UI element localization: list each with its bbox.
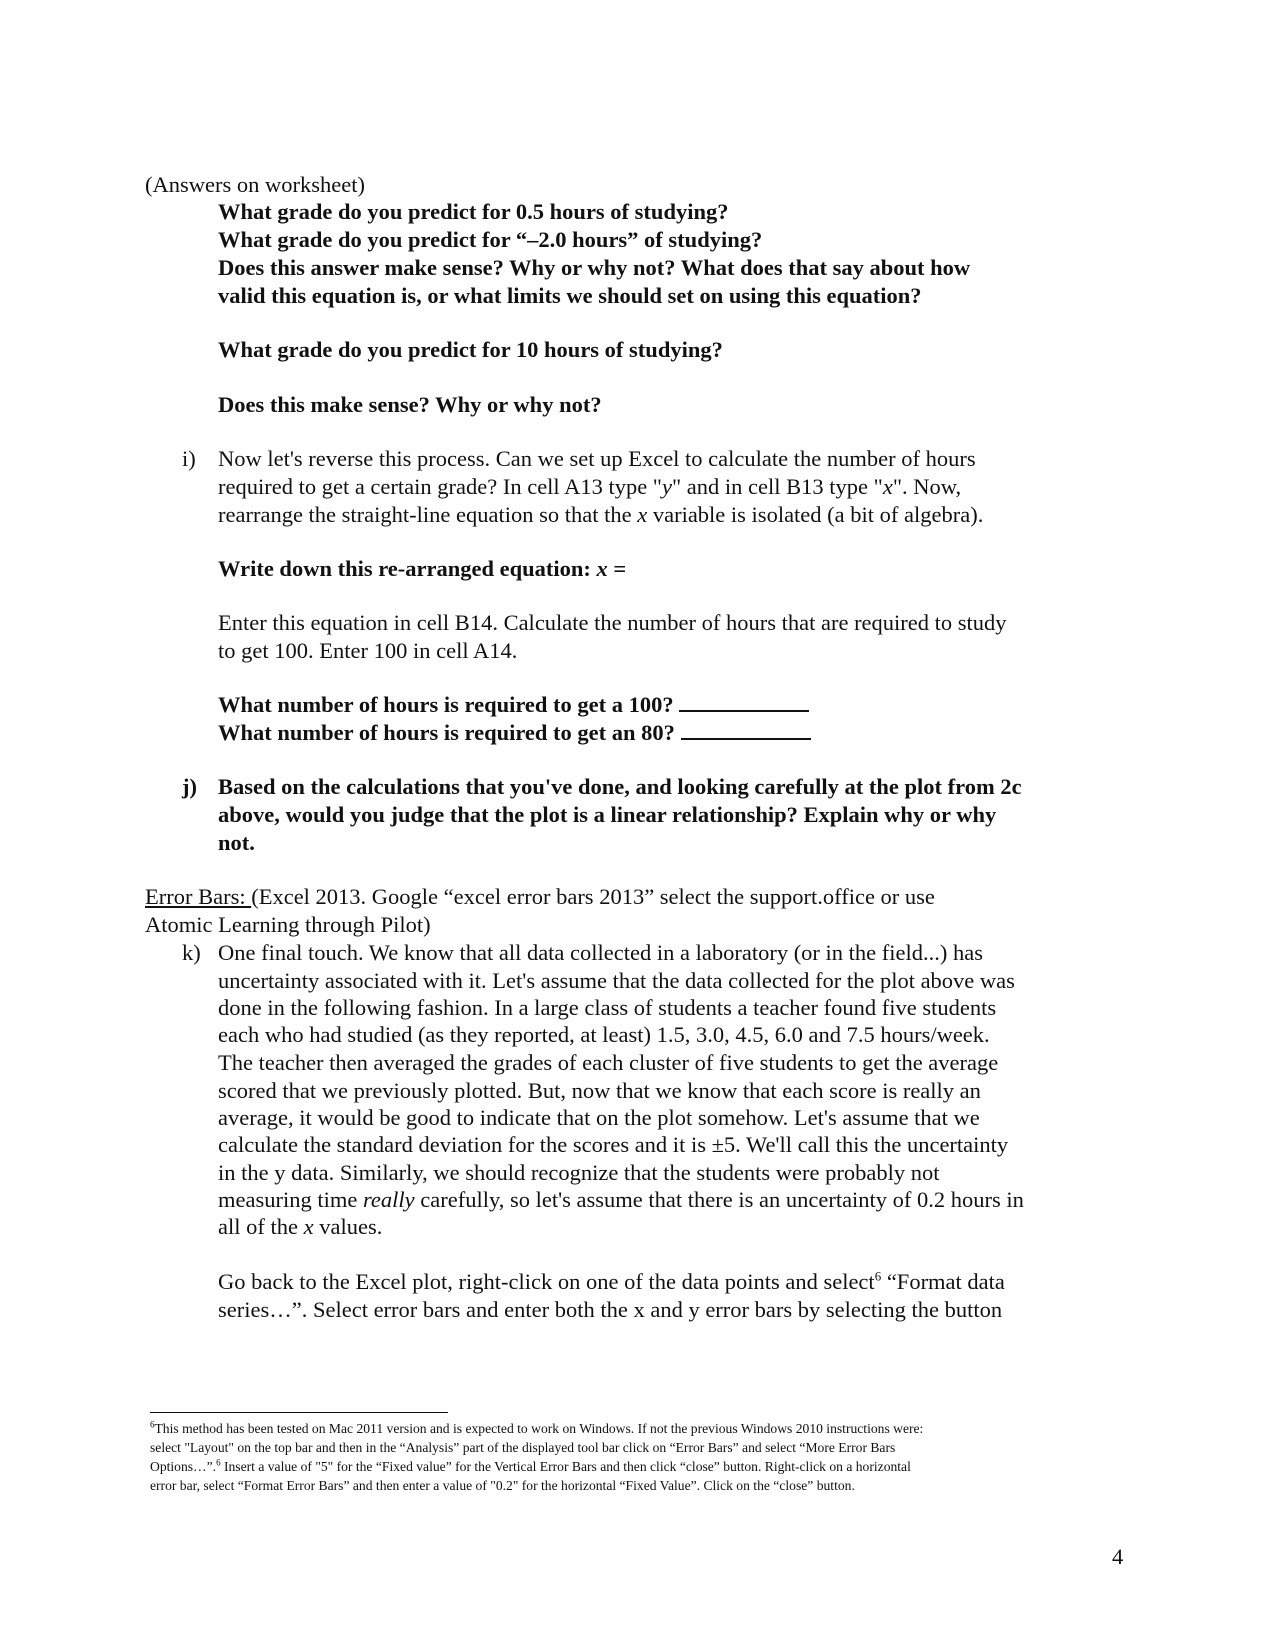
question-line: What grade do you predict for 0.5 hours of studying? xyxy=(218,199,729,224)
item-i-instructions: Enter this equation in cell B14. Calculate the number of hours that are required to study xyxy=(218,610,1007,635)
item-k-text: series…”. Select error bars and enter both the x and y error bars by selecting the button xyxy=(218,1297,1003,1322)
page-number: 4 xyxy=(1112,1544,1124,1569)
item-k-text: uncertainty associated with it. Let's assume that the data collected for the plot above was xyxy=(218,968,1015,993)
item-k-text: calculate the standard deviation for the scores and it is ±5. We'll call this the uncertainty xyxy=(218,1132,1009,1157)
item-k-text: all of the x values. xyxy=(218,1214,383,1239)
item-k-marker: k) xyxy=(182,940,201,965)
item-i-marker: i) xyxy=(182,446,196,471)
hours-100-question: What number of hours is required to get a 100? xyxy=(218,691,809,719)
error-bars-intro: Error Bars: (Excel 2013. Google “excel error bars 2013” select the support.office or use xyxy=(145,884,935,909)
question-10-hours: What grade do you predict for 10 hours of studying? xyxy=(218,337,723,362)
item-i-text: rearrange the straight-line equation so that the x variable is isolated (a bit of algebra). xyxy=(218,502,984,527)
item-k-text: Go back to the Excel plot, right-click on one of the data points and select$^6$ “Format data xyxy=(218,1268,1005,1294)
error-bars-heading: Error Bars: xyxy=(145,884,252,909)
item-i-text: Now let's reverse this process. Can we set up Excel to calculate the number of hours xyxy=(218,446,976,471)
item-k-text: average, it would be good to indicate that on the plot somehow. Let's assume that we xyxy=(218,1105,980,1130)
item-i-instructions: to get 100. Enter 100 in cell A14. xyxy=(218,638,518,663)
question-sense: Does this make sense? Why or why not? xyxy=(218,392,602,417)
item-j-text: not. xyxy=(218,830,255,855)
item-j-marker: j) xyxy=(182,774,197,799)
item-k-text: done in the following fashion. In a large class of students a teacher found five students xyxy=(218,995,997,1020)
rearranged-equation-prompt: Write down this re-arranged equation: x = xyxy=(218,556,627,581)
item-k-text: measuring time really carefully, so let's assume that there is an uncertainty of 0.2 hours in xyxy=(218,1187,1024,1212)
item-j-text: Based on the calculations that you've done, and looking carefully at the plot from 2c xyxy=(218,774,1022,799)
footnote-line: select "Layout" on the top bar and then in the “Analysis” part of the displayed tool bar click on “Error Bars” and select “More Error Bars xyxy=(150,1440,896,1455)
question-line: Does this answer make sense? Why or why not? What does that say about how xyxy=(218,255,971,280)
item-j-text: above, would you judge that the plot is a linear relationship? Explain why or why xyxy=(218,802,997,827)
answer-blank-80[interactable] xyxy=(681,720,811,740)
item-k-text: each who had studied (as they reported, at least) 1.5, 3.0, 4.5, 6.0 and 7.5 hours/week. xyxy=(218,1022,990,1047)
item-k-text: scored that we previously plotted. But, now that we know that each score is really an xyxy=(218,1078,981,1103)
footnote-ref[interactable]: 6 xyxy=(874,1268,882,1284)
item-k-text: in the y data. Similarly, we should recognize that the students were probably not xyxy=(218,1160,940,1185)
error-bars-intro: Atomic Learning through Pilot) xyxy=(145,912,431,937)
intro-line: (Answers on worksheet) xyxy=(145,172,365,197)
question-line: What grade do you predict for “–2.0 hours” of studying? xyxy=(218,227,763,252)
question-line: valid this equation is, or what limits we should set on using this equation? xyxy=(218,283,922,308)
footnote-line: $^6$This method has been tested on Mac 2011 version and is expected to work on Windows. If not the previous Windows 2010 instructions were: xyxy=(150,1419,924,1436)
hours-80-question: What number of hours is required to get an 80? xyxy=(218,719,811,747)
footnote-separator xyxy=(150,1412,448,1413)
item-k-text: One final touch. We know that all data collected in a laboratory (or in the field...) has xyxy=(218,940,984,965)
item-i-text: required to get a certain grade? In cell A13 type "y" and in cell B13 type "x". Now, xyxy=(218,474,962,499)
footnote-line: error bar, select “Format Error Bars” and then enter a value of "0.2" for the horizontal “Fixed Value”. Click on the “close” button. xyxy=(150,1478,855,1493)
answer-blank-100[interactable] xyxy=(679,692,809,712)
item-k-text: The teacher then averaged the grades of each cluster of five students to get the average xyxy=(218,1050,999,1075)
footnote-line: Options…”.$^6$ Insert a value of "5" for the “Fixed value” for the Vertical Error Bars and then click “close” button. Right-click on a horizontal xyxy=(150,1457,911,1474)
